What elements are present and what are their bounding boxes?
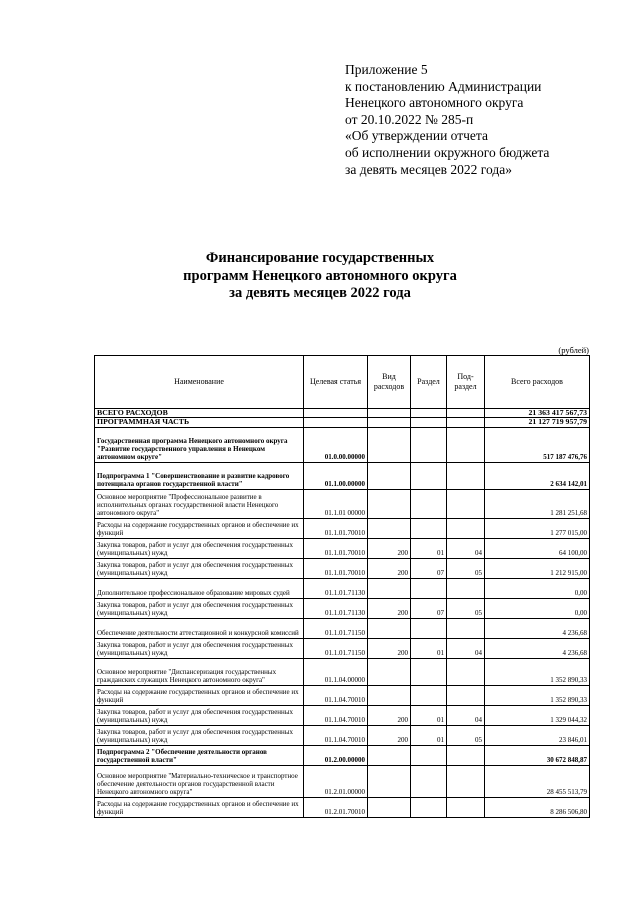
row-target-article: 01.1.01.71130 [304, 578, 368, 598]
row-expense-kind [368, 518, 411, 538]
row-name: Закупка товаров, работ и услуг для обеспечения государственных (муниципальных) нужд [95, 558, 304, 578]
row-section [411, 518, 447, 538]
row-subsection [447, 658, 485, 685]
row-expense-kind: 200 [368, 725, 411, 745]
row-expense-kind [368, 489, 411, 518]
row-total: 1 329 044,32 [485, 705, 590, 725]
row-target-article: 01.2.00.00000 [304, 745, 368, 765]
row-section: 01 [411, 538, 447, 558]
row-name: Основное мероприятие "Материально-техническое и транспортное обеспечение деятельности органов государственной власти Ненецкого автономного округа" [95, 765, 304, 797]
appendix-line: Ненецкого автономного округа [345, 95, 524, 111]
row-target-article: 01.1.04.70010 [304, 685, 368, 705]
table-row [95, 489, 590, 518]
title-line: Финансирование государственных [205, 250, 435, 266]
row-total: 4 236,68 [485, 638, 590, 658]
table-row [95, 638, 590, 658]
row-section: 01 [411, 705, 447, 725]
row-name: Основное мероприятие "Диспансеризация государственных гражданских служащих Ненецкого автономного округа" [95, 658, 304, 685]
header-section: Раздел [411, 356, 447, 409]
row-target-article [304, 418, 368, 427]
row-target-article: 01.1.01.70010 [304, 518, 368, 538]
row-expense-kind [368, 578, 411, 598]
row-section: 01 [411, 725, 447, 745]
appendix-line: Приложение 5 [345, 62, 428, 77]
row-subsection [447, 518, 485, 538]
row-section [411, 409, 447, 418]
row-target-article: 01.1.04.00000 [304, 658, 368, 685]
row-target-article: 01.1.01.71150 [304, 618, 368, 638]
row-expense-kind: 200 [368, 705, 411, 725]
title-line: программ Ненецкого автономного округа [183, 267, 457, 284]
row-subsection [447, 618, 485, 638]
row-section [411, 797, 447, 817]
table-row [95, 765, 590, 797]
row-total: 1 277 015,00 [485, 518, 590, 538]
row-name: Подпрограмма 1 "Совершенствование и развитие кадрового потенциала органов государственной власти" [95, 462, 304, 489]
row-subsection [447, 418, 485, 427]
units-label: (рублей) [558, 345, 589, 355]
row-target-article: 01.2.01.00000 [304, 765, 368, 797]
row-target-article: 01.1.04.70010 [304, 725, 368, 745]
row-name: Дополнительное профессиональное образование мировых судей [95, 578, 304, 598]
row-section: 07 [411, 558, 447, 578]
row-target-article: 01.1.01.71130 [304, 598, 368, 618]
row-subsection: 04 [447, 538, 485, 558]
table-row [95, 558, 590, 578]
table-row [95, 462, 590, 489]
row-total: 8 286 506,80 [485, 797, 590, 817]
row-expense-kind [368, 745, 411, 765]
table-body [95, 409, 590, 818]
row-section [411, 578, 447, 598]
row-subsection: 04 [447, 638, 485, 658]
row-expense-kind [368, 462, 411, 489]
table-row [95, 538, 590, 558]
row-total: 1 212 915,00 [485, 558, 590, 578]
row-name: Закупка товаров, работ и услуг для обеспечения государственных (муниципальных) нужд [95, 638, 304, 658]
row-name: Основное мероприятие "Профессиональное развитие в исполнительных органах государственной власти Ненецкого автономного округа" [95, 489, 304, 518]
row-total: 0,00 [485, 578, 590, 598]
row-expense-kind: 200 [368, 558, 411, 578]
row-total: 64 100,00 [485, 538, 590, 558]
row-section: 07 [411, 598, 447, 618]
row-name: Расходы на содержание государственных органов и обеспечение их функций [95, 685, 304, 705]
row-target-article [304, 409, 368, 418]
row-total: 28 455 513,79 [485, 765, 590, 797]
row-name: Закупка товаров, работ и услуг для обеспечения государственных (муниципальных) нужд [95, 705, 304, 725]
row-subsection: 05 [447, 598, 485, 618]
title-line: за девять месяцев 2022 года [229, 285, 411, 301]
row-target-article: 01.2.01.70010 [304, 797, 368, 817]
table-row [95, 685, 590, 705]
row-expense-kind [368, 797, 411, 817]
row-name: Закупка товаров, работ и услуг для обеспечения государственных (муниципальных) нужд [95, 598, 304, 618]
row-section [411, 765, 447, 797]
row-subsection [447, 745, 485, 765]
row-section [411, 618, 447, 638]
appendix-line: об исполнении окружного бюджета [345, 144, 550, 160]
row-subsection: 04 [447, 705, 485, 725]
table-row [95, 618, 590, 638]
header-subsection: Под-раздел [447, 356, 485, 409]
header-total: Всего расходов [485, 356, 590, 409]
row-expense-kind [368, 765, 411, 797]
row-target-article: 01.1.01.70010 [304, 558, 368, 578]
table-row [95, 518, 590, 538]
row-section [411, 427, 447, 462]
table-row [95, 705, 590, 725]
table-row [95, 725, 590, 745]
row-subsection [447, 765, 485, 797]
row-subsection: 05 [447, 558, 485, 578]
row-total: 2 634 142,01 [485, 462, 590, 489]
row-total: 1 352 890,33 [485, 685, 590, 705]
row-subsection [447, 409, 485, 418]
table-row [95, 658, 590, 685]
row-section [411, 418, 447, 427]
row-total: 21 127 719 957,79 [485, 418, 590, 427]
row-total: 4 236,68 [485, 618, 590, 638]
row-target-article: 01.1.00.00000 [304, 462, 368, 489]
row-expense-kind: 200 [368, 538, 411, 558]
row-total: 1 352 890,33 [485, 658, 590, 685]
header-expense-kind: Вид расходов [368, 356, 411, 409]
row-expense-kind: 200 [368, 598, 411, 618]
row-section [411, 658, 447, 685]
row-section [411, 745, 447, 765]
row-expense-kind [368, 685, 411, 705]
table-row [95, 427, 590, 462]
row-name: Расходы на содержание государственных органов и обеспечение их функций [95, 797, 304, 817]
appendix-line: за девять месяцев 2022 года» [345, 161, 512, 177]
row-total: 0,00 [485, 598, 590, 618]
row-total: 517 187 476,76 [485, 427, 590, 462]
row-name: Закупка товаров, работ и услуг для обеспечения государственных (муниципальных) нужд [95, 725, 304, 745]
row-expense-kind [368, 427, 411, 462]
row-name: Подпрограмма 2 "Обеспечение деятельности органов государственной власти" [95, 745, 304, 765]
table-row [95, 409, 590, 418]
table-row [95, 598, 590, 618]
appendix-line: «Об утверждении отчета [345, 128, 488, 144]
row-subsection [447, 797, 485, 817]
row-section [411, 462, 447, 489]
row-section: 01 [411, 638, 447, 658]
row-total: 21 363 417 567,73 [485, 409, 590, 418]
row-target-article: 01.0.00.00000 [304, 427, 368, 462]
row-subsection: 05 [447, 725, 485, 745]
row-name: Закупка товаров, работ и услуг для обеспечения государственных (муниципальных) нужд [95, 538, 304, 558]
row-subsection [447, 685, 485, 705]
row-name: ВСЕГО РАСХОДОВ [95, 409, 304, 418]
row-subsection [447, 462, 485, 489]
row-section [411, 685, 447, 705]
row-subsection [447, 427, 485, 462]
appendix-line: к постановлению Администрации [345, 78, 542, 94]
header-name: Наименование [95, 356, 304, 409]
row-name: ПРОГРАММНАЯ ЧАСТЬ [95, 418, 304, 427]
row-target-article: 01.1.04.70010 [304, 705, 368, 725]
table-row [95, 797, 590, 817]
row-expense-kind [368, 618, 411, 638]
table-header-row [95, 356, 590, 409]
row-target-article: 01.1.01 00000 [304, 489, 368, 518]
table-row [95, 578, 590, 598]
row-total: 1 281 251,68 [485, 489, 590, 518]
row-subsection [447, 578, 485, 598]
row-name: Расходы на содержание государственных органов и обеспечение их функций [95, 518, 304, 538]
row-target-article: 01.1.01.70010 [304, 538, 368, 558]
row-expense-kind [368, 409, 411, 418]
header-target-article: Целевая статья [304, 356, 368, 409]
budget-table [94, 355, 590, 818]
row-expense-kind [368, 658, 411, 685]
row-total: 23 846,01 [485, 725, 590, 745]
document-title [0, 250, 640, 303]
row-expense-kind [368, 418, 411, 427]
row-expense-kind: 200 [368, 638, 411, 658]
appendix-line: от 20.10.2022 № 285-п [345, 111, 474, 127]
row-total: 30 672 848,87 [485, 745, 590, 765]
table-row [95, 418, 590, 427]
appendix-block [345, 62, 635, 178]
row-section [411, 489, 447, 518]
row-subsection [447, 489, 485, 518]
row-name: Обеспечение деятельности аттестационной и конкурсной комиссий [95, 618, 304, 638]
row-target-article: 01.1.01.71150 [304, 638, 368, 658]
table-row [95, 745, 590, 765]
row-name: Государственная программа Ненецкого автономного округа "Развитие государственного управления в Ненецком автономном округе" [95, 427, 304, 462]
